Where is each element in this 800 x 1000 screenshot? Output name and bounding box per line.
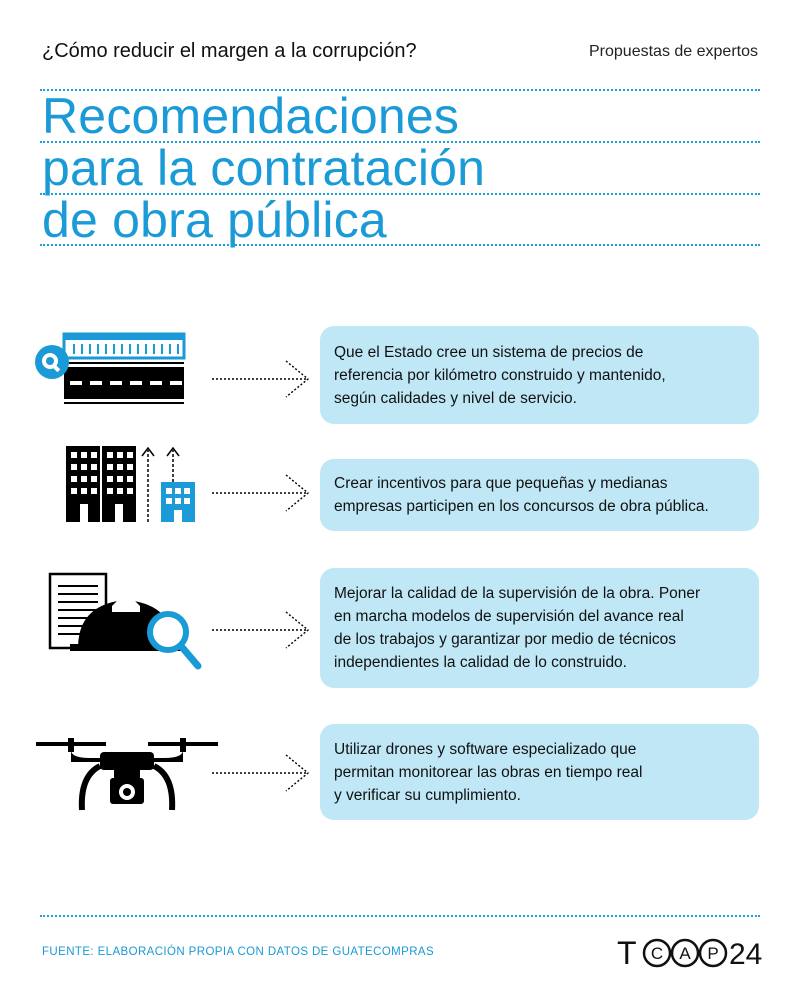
logo-letter: T <box>617 935 637 971</box>
hardhat-document-magnifier-icon <box>40 570 205 675</box>
logo-letter: P <box>707 944 719 963</box>
road-search-icon <box>30 328 195 408</box>
recommendation-text: Utilizar drones y software especializado que permitan monitorear las obras en tiempo real y verificar su cumplimiento. <box>334 740 643 804</box>
recommendation-card <box>320 326 759 424</box>
tcap24-logo <box>617 932 763 972</box>
divider <box>40 244 760 246</box>
buildings-growth-icon <box>60 440 200 524</box>
recommendation-card <box>320 724 759 820</box>
header-tag: Propuestas de expertos <box>589 43 758 60</box>
arrow-icon <box>212 473 312 513</box>
divider <box>40 915 760 917</box>
recommendation-text: Mejorar la calidad de la supervisión de la obra. Poner en marcha modelos de supervisión del avance real de los trabajos y garantizar por medio de técnicos independientes la calidad de lo construido. <box>334 585 701 671</box>
arrow-icon <box>212 753 312 793</box>
recommendation-text: Que el Estado cree un sistema de precios de referencia por kilómetro construido y mantenido, según calidades y nivel de servicio. <box>334 343 666 407</box>
recommendation-card <box>320 459 759 531</box>
recommendation-text: Crear incentivos para que pequeñas y medianas empresas participen en los concursos de obra pública. <box>334 475 709 515</box>
header-question: ¿Cómo reducir el margen a la corrupción? <box>42 40 417 62</box>
arrow-icon <box>212 359 312 399</box>
logo-letter: A <box>679 944 691 963</box>
logo-letter: C <box>650 944 664 963</box>
arrow-icon <box>212 610 312 650</box>
recommendation-card <box>320 568 759 688</box>
drone-camera-icon <box>30 736 225 820</box>
title-line-1: Recomendaciones <box>42 88 460 144</box>
title-line-2: para la contratación <box>42 140 486 196</box>
source-note: FUENTE: ELABORACIÓN PROPIA CON DATOS DE GUATECOMPRAS <box>42 946 435 958</box>
title-line-3: de obra pública <box>42 192 387 248</box>
logo-number: 24 <box>729 938 763 971</box>
